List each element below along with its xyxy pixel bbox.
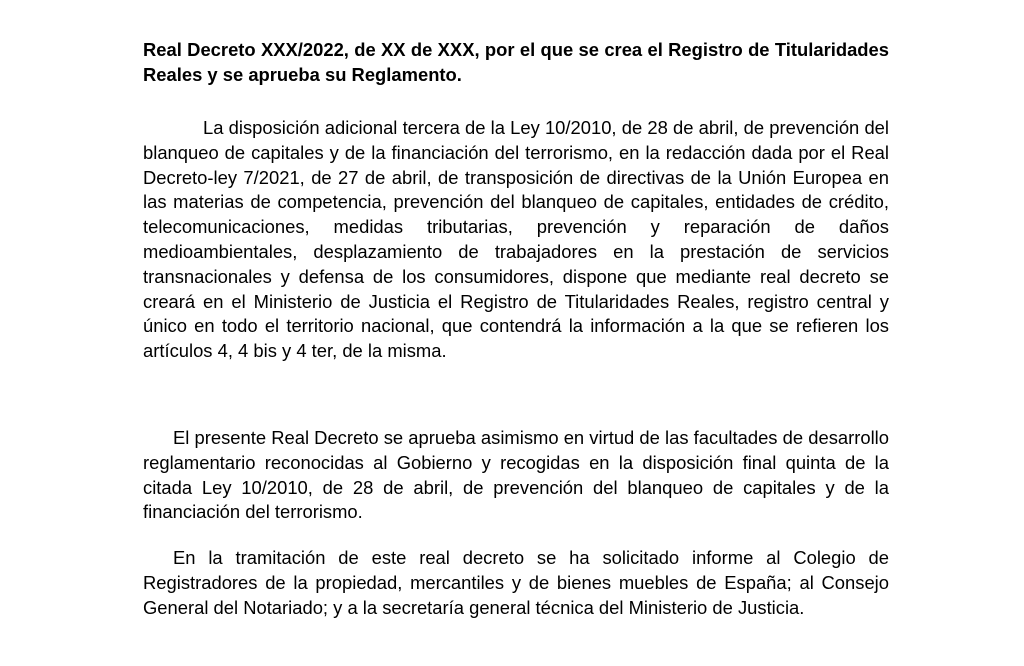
- paragraph-2: El presente Real Decreto se aprueba asimismo en virtud de las facultades de desarrollo reglamentario reconocidas al Gobierno y recogidas en la disposición final quinta de la citada Ley 10/2010, de 28 de abril, de prevención del blanqueo de capitales y de la financiación del terrorismo.: [143, 427, 889, 523]
- document-title: Real Decreto XXX/2022, de XX de XXX, por el que se crea el Registro de Titularidades Reales y se aprueba su Reglamento.: [143, 39, 889, 85]
- paragraph-3: En la tramitación de este real decreto se ha solicitado informe al Colegio de Registradores de la propiedad, mercantiles y de bienes muebles de España; al Consejo General del Notariado; y a la secretaría general técnica del Ministerio de Justicia.: [143, 547, 889, 618]
- paragraph-1: La disposición adicional tercera de la Ley 10/2010, de 28 de abril, de prevención del blanqueo de capitales y de la financiación del terrorismo, en la redacción dada por el Real Decreto-ley 7/2021, de 27 de abril, de transposición de directivas de la Unión Europea en las materias de competencia, prevención del blanqueo de capitales, entidades de crédito, telecomunicaciones, medidas tributarias, prevención y reparación de daños medioambientales, desplazamiento de trabajadores en la prestación de servicios transnacionales y defensa de los consumidores, dispone que mediante real decreto se creará en el Ministerio de Justicia el Registro de Titularidades Reales, registro central y único en todo el territorio nacional, que contendrá la información a la que se refieren los artículos 4, 4 bis y 4 ter, de la misma.: [143, 117, 889, 362]
